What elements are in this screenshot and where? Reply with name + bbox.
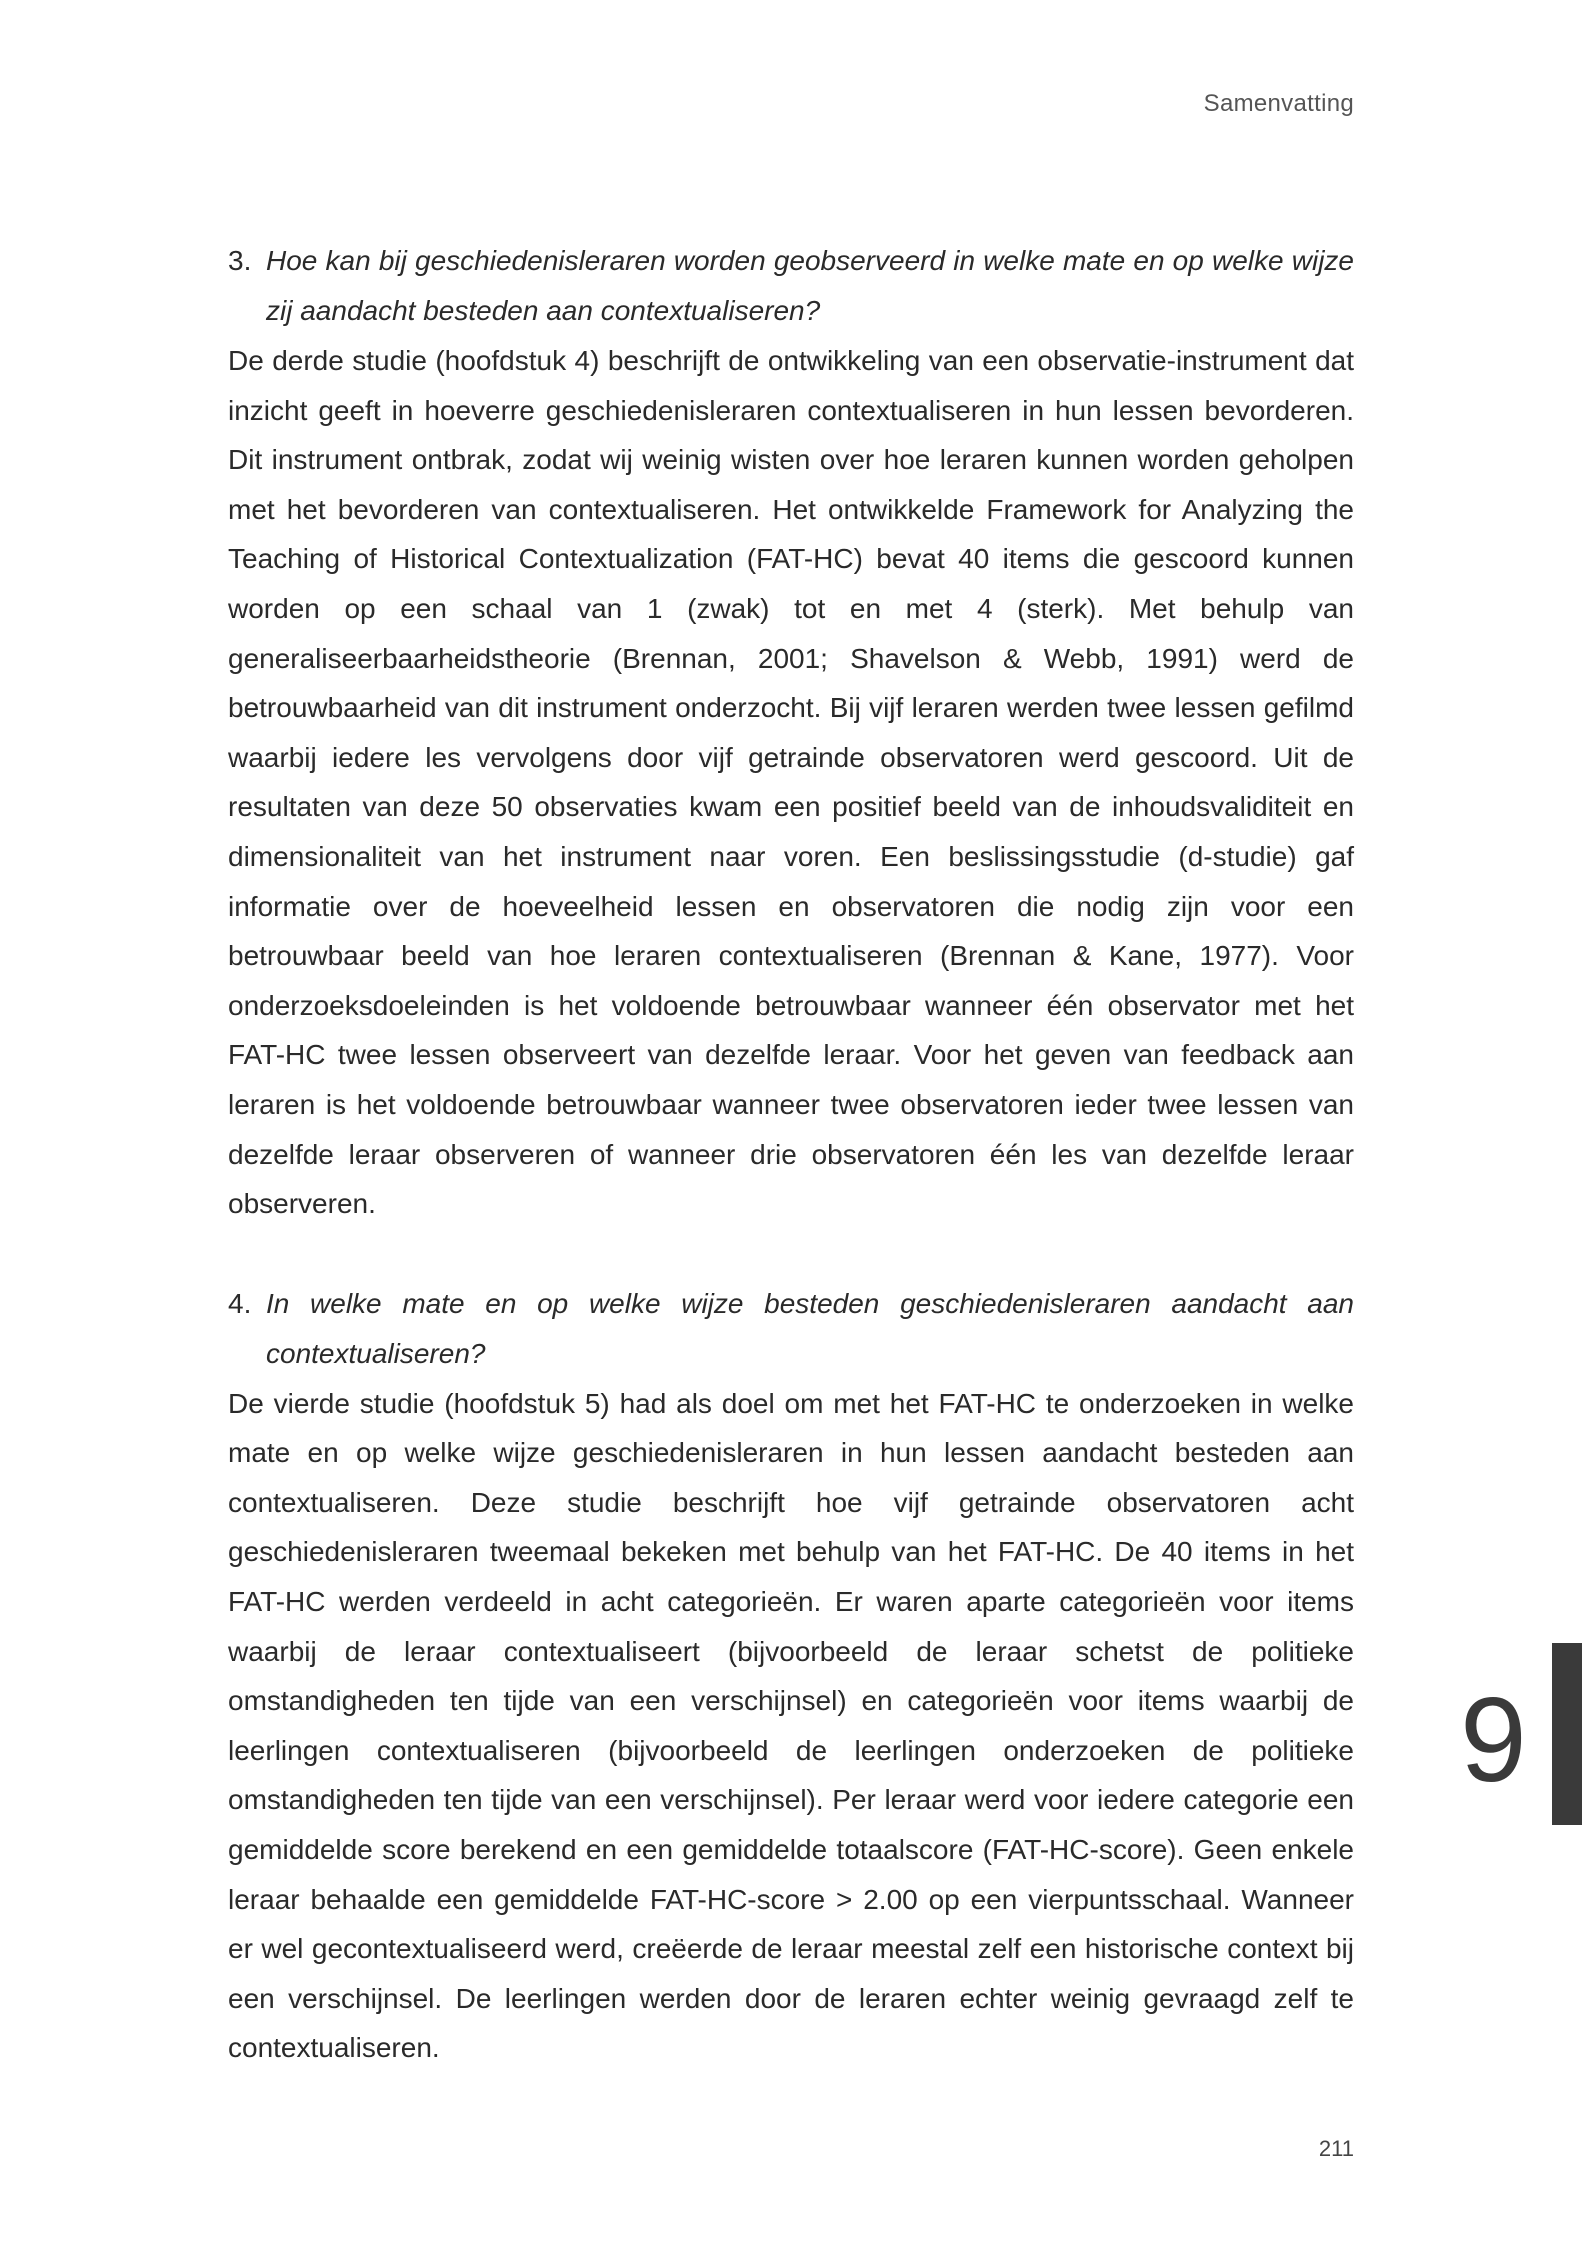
question-number: 4. [228, 1287, 252, 1319]
section-paragraph-3: De derde studie (hoofdstuk 4) beschrijft de ontwikkeling van een observatie-instrument dat inzicht geeft in hoeverre geschiedenisleraren contextualiseren in hun lessen bevorderen. Dit instrument ontbrak, zodat wij weinig wisten over hoe leraren kunnen worden geholpen met het bevorderen van contextualiseren. Het ontwikkelde Framework for Analyzing the Teaching of Historical Contextualization (FAT-HC) bevat 40 items die gescoord kunnen worden op een schaal van 1 (zwak) tot en met 4 (sterk). Met behulp van generaliseerbaarheidstheorie (Brennan, 2001; Shavelson & Webb, 1991) werd de betrouwbaarheid van dit instrument onderzocht. Bij vijf leraren werden twee lessen gefilmd waarbij iedere les vervolgens door vijf getrainde observatoren werd gescoord. Uit de resultaten van deze 50 observaties kwam een positief beeld van de inhoudsvaliditeit en dimensionaliteit van het instrument naar voren. Een beslissingsstudie (d-studie) gaf informatie over de hoeveelheid lessen en observatoren die nodig zijn voor een betrouwbaar beeld van hoe leraren contextualiseren (Brennan & Kane, 1977). Voor onderzoeksdoeleinden is het voldoende betrouwbaar wanneer één observator met het FAT-HC twee lessen observeert van dezelfde leraar. Voor het geven van feedback aan leraren is het voldoende betrouwbaar wanneer twee observatoren ieder twee lessen van dezelfde leraar observeren of wanneer drie observatoren één les van dezelfde leraar observeren. [228, 345, 1354, 1220]
page-number: 211 [1318, 2136, 1354, 2161]
section-paragraph-4: De vierde studie (hoofdstuk 5) had als doel om met het FAT-HC te onderzoeken in welke mate en op welke wijze geschiedenisleraren in hun lessen aandacht besteden aan contextualiseren. Deze studie beschrijft hoe vijf getrainde observatoren acht geschiedenisleraren tweemaal bekeken met behulp van het FAT-HC. De 40 items in het FAT-HC werden verdeeld in acht categorieën. Er waren aparte categorieën voor items waarbij de leraar contextualiseert (bijvoorbeeld de leraar schetst de politieke omstandigheden ten tijde van een verschijnsel) en categorieën voor items waarbij de leerlingen contextualiseren (bijvoorbeeld de leerlingen onderzoeken de politieke omstandigheden ten tijde van een verschijnsel). Per leraar werd voor iedere categorie een gemiddelde score berekend en een gemiddelde totaalscore (FAT-HC-score). Geen enkele leraar behaalde een gemiddelde FAT-HC-score > 2.00 op een vierpuntsschaal. Wanneer er wel gecontextualiseerd werd, creëerde de leraar meestal zelf een historische context bij een verschijnsel. De leerlingen werden door de leraren echter weinig gevraagd zelf te contextualiseren. [228, 1387, 1354, 2064]
chapter-tab-marker [1552, 1643, 1582, 1825]
running-header: Samenvatting [1203, 90, 1354, 117]
body-content [228, 236, 1354, 2073]
question-text: Hoe kan bij geschiedenisleraren worden geobserveerd in welke mate en op welke wijze zij aandacht besteden aan contextualiseren? [266, 245, 1354, 326]
question-text: In welke mate en op welke wijze besteden geschiedenisleraren aandacht aan contextualiseren? [266, 1287, 1354, 1369]
question-number: 3. [228, 245, 252, 276]
section-question-3 [228, 236, 1354, 336]
chapter-number: 9 [1460, 1673, 1527, 1807]
section-question-4 [228, 1279, 1354, 1379]
section-spacer [228, 1229, 1354, 1279]
